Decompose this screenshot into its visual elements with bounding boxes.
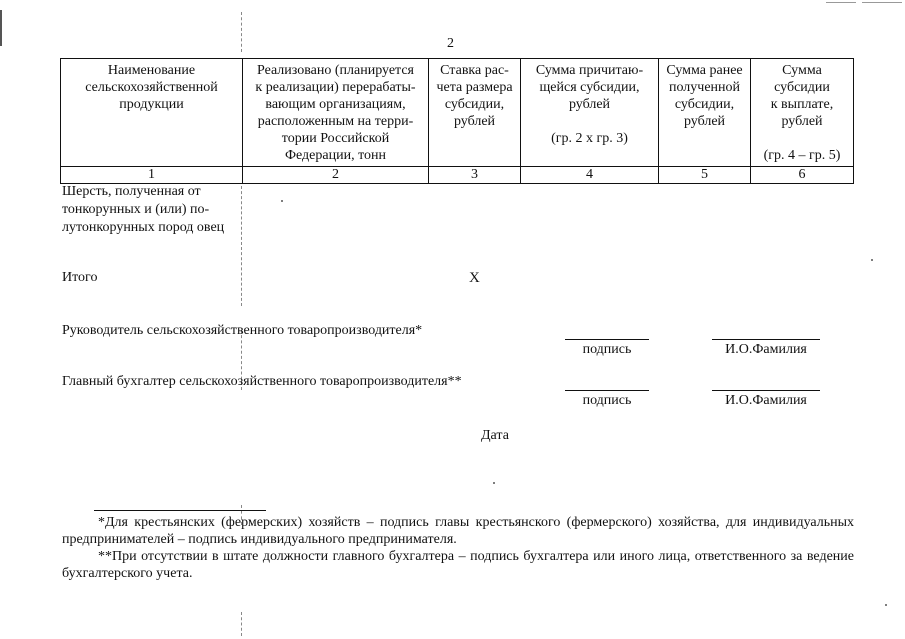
head-signature-label: Руководитель сельскохозяйственного товаропроизводителя* (62, 323, 423, 338)
column-number: 5 (659, 167, 751, 184)
footnote-accountant: **При отсутствии в штате должности главного бухгалтера – подпись бухгалтера или иного лица, ответственного за ведение бухгалтерского учета. (62, 549, 854, 581)
accountant-name-line (712, 390, 820, 391)
scan-speck (871, 259, 873, 261)
scan-corner-mark (862, 2, 902, 3)
accountant-signature-label: Главный бухгалтер сельскохозяйственного товаропроизводителя** (62, 374, 462, 389)
accountant-signature-line (565, 390, 649, 391)
subsidy-table (60, 58, 854, 184)
product-row-label: Шерсть, полученная от тонкорунных и (или) по-лутонкорунных пород овец (62, 184, 225, 235)
table-header-row (61, 59, 854, 167)
head-signature-line (565, 339, 649, 340)
total-row-mark: Х (469, 270, 480, 286)
scan-speck (885, 604, 887, 606)
column-number: 2 (243, 167, 429, 184)
column-number: 3 (429, 167, 521, 184)
date-label: Дата (481, 428, 509, 443)
header-subsidy-payable: Сумма субсидии к выплате, рублей (гр. 4 – гр. 5) (751, 59, 854, 167)
accountant-signature-caption: подпись (582, 393, 632, 408)
accountant-name-caption: И.О.Фамилия (725, 393, 807, 408)
fold-mark (241, 12, 242, 52)
scan-speck (281, 200, 283, 202)
footnote-separator (94, 510, 266, 511)
header-subsidy-received: Сумма ранее полученной субсидии, рублей (659, 59, 751, 167)
scan-corner-mark (826, 2, 856, 3)
head-name-line (712, 339, 820, 340)
column-number: 1 (61, 167, 243, 184)
column-number-row (61, 167, 854, 184)
head-name-caption: И.О.Фамилия (725, 342, 807, 357)
fold-mark (241, 612, 242, 636)
header-subsidy-rate: Ставка рас- чета размера субсидии, рублей (429, 59, 521, 167)
header-subsidy-due: Сумма причитаю- щейся субсидии, рублей (гр. 2 х гр. 3) (521, 59, 659, 167)
scan-speck (493, 482, 495, 484)
page-number: 2 (447, 36, 454, 51)
column-number: 6 (751, 167, 854, 184)
footnote-farm-head: *Для крестьянских (фермерских) хозяйств – подпись главы крестьянского (фермерского) хозяйства, для индивидуальных предпринимателей – подпись индивидуального предпринимателя. (62, 515, 854, 547)
column-number: 4 (521, 167, 659, 184)
head-signature-caption: подпись (582, 342, 632, 357)
total-row-label: Итого (62, 270, 98, 285)
header-sold-volume: Реализовано (планируется к реализации) перерабаты- вающим организациям, расположенным на терри- тории Российской Федерации, тонн (243, 59, 429, 167)
header-product-name: Наименование сельскохозяйственной продукции (61, 59, 243, 167)
scan-edge-mark (0, 10, 2, 46)
